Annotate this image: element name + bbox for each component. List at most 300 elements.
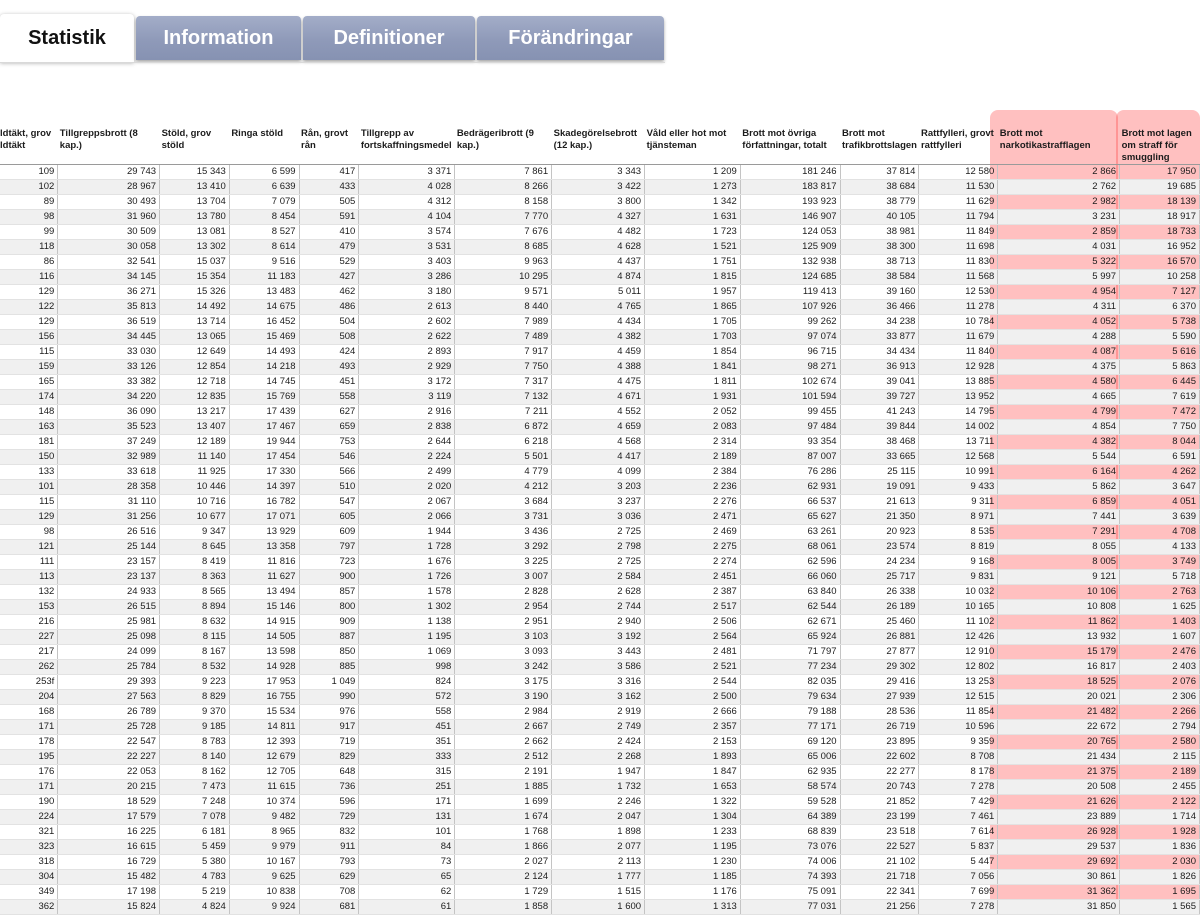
- table-cell: 4 459: [552, 345, 645, 360]
- table-cell: 6 181: [160, 825, 230, 840]
- table-cell: 2 666: [645, 705, 741, 720]
- table-cell: 41 243: [840, 405, 919, 420]
- table-cell: 131: [359, 810, 455, 825]
- table-cell: 13 711: [919, 435, 998, 450]
- table-cell: 62 935: [740, 765, 840, 780]
- table-cell: 30 509: [58, 225, 160, 240]
- table-cell: 3 422: [552, 180, 645, 195]
- table-cell: 2 859: [998, 225, 1120, 240]
- table-cell: 29 743: [58, 165, 160, 180]
- column-header: Brott mot trafikbrottslagen: [840, 125, 919, 165]
- table-cell: 99 455: [740, 405, 840, 420]
- table-cell: 18 139: [1120, 195, 1200, 210]
- table-cell: 7 056: [919, 870, 998, 885]
- table-cell: 3 436: [455, 525, 552, 540]
- table-cell: 2 481: [645, 645, 741, 660]
- table-cell: 37 249: [58, 435, 160, 450]
- table-cell: 33 030: [58, 345, 160, 360]
- table-cell: 25 115: [840, 465, 919, 480]
- table-cell: 493: [299, 360, 359, 375]
- table-cell: 1 304: [645, 810, 741, 825]
- table-cell: 7 317: [455, 375, 552, 390]
- table-cell: 14 493: [229, 345, 299, 360]
- table-cell: 29 692: [998, 855, 1120, 870]
- table-cell: 29 537: [998, 840, 1120, 855]
- table-cell: 2 564: [645, 630, 741, 645]
- table-cell: 462: [299, 285, 359, 300]
- table-cell: 11 627: [229, 570, 299, 585]
- table-cell: 148: [0, 405, 58, 420]
- table-row: [0, 255, 1200, 270]
- table-row: [0, 450, 1200, 465]
- table-cell: 572: [359, 690, 455, 705]
- table-cell: 3 286: [359, 270, 455, 285]
- table-cell: 10 677: [160, 510, 230, 525]
- table-cell: 10 446: [160, 480, 230, 495]
- table-cell: 1 777: [552, 870, 645, 885]
- table-cell: 1 865: [645, 300, 741, 315]
- table-cell: 410: [299, 225, 359, 240]
- tab-bar: [0, 14, 1200, 62]
- table-cell: 304: [0, 870, 58, 885]
- table-cell: 1 273: [645, 180, 741, 195]
- table-cell: 21 102: [840, 855, 919, 870]
- table-cell: 1 302: [359, 600, 455, 615]
- table-cell: 558: [359, 705, 455, 720]
- table-cell: 12 649: [160, 345, 230, 360]
- table-cell: 14 811: [229, 720, 299, 735]
- column-header: Ringa stöld: [229, 125, 299, 165]
- table-cell: 165: [0, 375, 58, 390]
- table-cell: 25 981: [58, 615, 160, 630]
- table-cell: 18 529: [58, 795, 160, 810]
- table-cell: 9 359: [919, 735, 998, 750]
- table-cell: 1 565: [1120, 900, 1200, 915]
- table-cell: 4 262: [1120, 465, 1200, 480]
- table-cell: 900: [299, 570, 359, 585]
- table-cell: 4 799: [998, 405, 1120, 420]
- table-cell: 193 923: [740, 195, 840, 210]
- table-cell: 648: [299, 765, 359, 780]
- column-header: Brott mot övriga författningar, totalt: [740, 125, 840, 165]
- table-cell: 5 501: [455, 450, 552, 465]
- table-cell: 26 719: [840, 720, 919, 735]
- table-cell: 2 512: [455, 750, 552, 765]
- table-cell: 28 536: [840, 705, 919, 720]
- table-cell: 77 234: [740, 660, 840, 675]
- table-cell: 8 140: [160, 750, 230, 765]
- table-cell: 2 424: [552, 735, 645, 750]
- table-cell: 96 715: [740, 345, 840, 360]
- table-row: [0, 465, 1200, 480]
- table-row: [0, 480, 1200, 495]
- table-cell: 66 060: [740, 570, 840, 585]
- table-cell: 181 246: [740, 165, 840, 180]
- table-cell: 195: [0, 750, 58, 765]
- table-cell: 124 053: [740, 225, 840, 240]
- table-cell: 505: [299, 195, 359, 210]
- table-cell: 5 738: [1120, 315, 1200, 330]
- table-cell: 2 384: [645, 465, 741, 480]
- table-cell: 857: [299, 585, 359, 600]
- table-cell: 1 866: [455, 840, 552, 855]
- column-header: Stöld, grov stöld: [160, 125, 230, 165]
- table-cell: 8 819: [919, 540, 998, 555]
- table-cell: 5 718: [1120, 570, 1200, 585]
- table-cell: 753: [299, 435, 359, 450]
- table-cell: 2 067: [359, 495, 455, 510]
- table-cell: 30 493: [58, 195, 160, 210]
- table-cell: 12 718: [160, 375, 230, 390]
- table-cell: 15 326: [160, 285, 230, 300]
- table-cell: 26 338: [840, 585, 919, 600]
- table-cell: 13 081: [160, 225, 230, 240]
- statistics-table: [0, 125, 1200, 915]
- table-cell: 71 797: [740, 645, 840, 660]
- table-cell: 9 311: [919, 495, 998, 510]
- header-row: [0, 125, 1200, 165]
- table-cell: 22 277: [840, 765, 919, 780]
- table-cell: 19 685: [1120, 180, 1200, 195]
- table-cell: 22 547: [58, 735, 160, 750]
- table-cell: 566: [299, 465, 359, 480]
- table-cell: 2 622: [359, 330, 455, 345]
- table-row: [0, 195, 1200, 210]
- table-cell: 39 844: [840, 420, 919, 435]
- table-cell: 451: [299, 375, 359, 390]
- table-cell: 3 007: [455, 570, 552, 585]
- table-cell: 31 362: [998, 885, 1120, 900]
- table-cell: 13 704: [160, 195, 230, 210]
- table-cell: 6 164: [998, 465, 1120, 480]
- table-cell: 2 268: [552, 750, 645, 765]
- table-cell: 3 371: [359, 165, 455, 180]
- table-cell: 3 800: [552, 195, 645, 210]
- tab-statistik[interactable]: [0, 14, 134, 62]
- table-cell: 23 518: [840, 825, 919, 840]
- table-cell: 1 815: [645, 270, 741, 285]
- table-cell: 11 183: [229, 270, 299, 285]
- table-cell: 15 146: [229, 600, 299, 615]
- table-cell: 2 357: [645, 720, 741, 735]
- table-cell: 61: [359, 900, 455, 915]
- table-cell: 99 262: [740, 315, 840, 330]
- table-cell: 62 544: [740, 600, 840, 615]
- tab-definitioner[interactable]: [303, 16, 475, 60]
- table-cell: 159: [0, 360, 58, 375]
- table-cell: 2 951: [455, 615, 552, 630]
- table-cell: 323: [0, 840, 58, 855]
- table-cell: 362: [0, 900, 58, 915]
- table-cell: 15 534: [229, 705, 299, 720]
- table-cell: 7 211: [455, 405, 552, 420]
- table-row: [0, 510, 1200, 525]
- table-cell: 2 077: [552, 840, 645, 855]
- table-cell: 8 440: [455, 300, 552, 315]
- table-cell: 97 484: [740, 420, 840, 435]
- table-cell: 12 854: [160, 360, 230, 375]
- table-cell: 2 929: [359, 360, 455, 375]
- tab-bar-divider: [0, 62, 665, 63]
- table-cell: 16 570: [1120, 255, 1200, 270]
- table-row: [0, 855, 1200, 870]
- table-cell: 87 007: [740, 450, 840, 465]
- table-cell: 2 122: [1120, 795, 1200, 810]
- table-cell: 115: [0, 345, 58, 360]
- table-cell: 3 162: [552, 690, 645, 705]
- table-cell: 66 537: [740, 495, 840, 510]
- table-cell: 417: [299, 165, 359, 180]
- table-cell: 22 053: [58, 765, 160, 780]
- table-cell: 39 160: [840, 285, 919, 300]
- table-row: [0, 735, 1200, 750]
- table-cell: 16 729: [58, 855, 160, 870]
- table-row: [0, 300, 1200, 315]
- table-cell: 1 898: [552, 825, 645, 840]
- table-cell: 7 132: [455, 390, 552, 405]
- table-cell: 2 153: [645, 735, 741, 750]
- table-cell: 1 699: [455, 795, 552, 810]
- table-cell: 25 717: [840, 570, 919, 585]
- table-cell: 13 494: [229, 585, 299, 600]
- table-cell: 2 919: [552, 705, 645, 720]
- table-cell: 2 083: [645, 420, 741, 435]
- table-cell: 27 877: [840, 645, 919, 660]
- table-cell: 909: [299, 615, 359, 630]
- table-cell: 21 375: [998, 765, 1120, 780]
- table-cell: 13 929: [229, 525, 299, 540]
- table-cell: 13 885: [919, 375, 998, 390]
- table-row: [0, 225, 1200, 240]
- table-cell: 1 578: [359, 585, 455, 600]
- table-cell: 63 840: [740, 585, 840, 600]
- table-cell: 16 615: [58, 840, 160, 855]
- table-row: [0, 720, 1200, 735]
- table-cell: 1 069: [359, 645, 455, 660]
- table-cell: 7 750: [1120, 420, 1200, 435]
- table-cell: 1 726: [359, 570, 455, 585]
- table-cell: 253f: [0, 675, 58, 690]
- table-row: [0, 600, 1200, 615]
- table-cell: 4 375: [998, 360, 1120, 375]
- table-cell: 10 991: [919, 465, 998, 480]
- table-cell: 7 917: [455, 345, 552, 360]
- table-cell: 7 750: [455, 360, 552, 375]
- table-row: [0, 525, 1200, 540]
- tab-label: Definitioner: [333, 26, 445, 49]
- table-cell: 2 725: [552, 525, 645, 540]
- table-cell: 13 407: [160, 420, 230, 435]
- table-cell: 14 505: [229, 630, 299, 645]
- table-cell: 8 565: [160, 585, 230, 600]
- table-cell: 829: [299, 750, 359, 765]
- table-cell: 2 893: [359, 345, 455, 360]
- table-cell: 321: [0, 825, 58, 840]
- table-cell: 2 020: [359, 480, 455, 495]
- table-cell: 15 354: [160, 270, 230, 285]
- table-cell: 2 189: [645, 450, 741, 465]
- column-header: Tillgreppsbrott (8 kap.): [58, 125, 160, 165]
- table-cell: 29 302: [840, 660, 919, 675]
- table-cell: 26 515: [58, 600, 160, 615]
- table-body: [0, 165, 1200, 915]
- table-cell: 13 065: [160, 330, 230, 345]
- table-cell: 5 380: [160, 855, 230, 870]
- table-cell: 2 644: [359, 435, 455, 450]
- table-cell: 11 629: [919, 195, 998, 210]
- table-cell: 11 794: [919, 210, 998, 225]
- table-cell: 129: [0, 285, 58, 300]
- table-cell: 101: [359, 825, 455, 840]
- table-row: [0, 795, 1200, 810]
- table-cell: 121: [0, 540, 58, 555]
- table-row: [0, 705, 1200, 720]
- table-cell: 25 098: [58, 630, 160, 645]
- table-cell: 20 923: [840, 525, 919, 540]
- table-cell: 204: [0, 690, 58, 705]
- table-cell: 349: [0, 885, 58, 900]
- table-cell: 1 653: [645, 780, 741, 795]
- table-cell: 13 253: [919, 675, 998, 690]
- table-cell: 22 672: [998, 720, 1120, 735]
- table-cell: 153: [0, 600, 58, 615]
- table-cell: 2 387: [645, 585, 741, 600]
- table-cell: 11 862: [998, 615, 1120, 630]
- table-cell: 1 751: [645, 255, 741, 270]
- table-cell: 7 078: [160, 810, 230, 825]
- table-cell: 74 006: [740, 855, 840, 870]
- table-cell: 486: [299, 300, 359, 315]
- table-cell: 38 300: [840, 240, 919, 255]
- table-cell: 111: [0, 555, 58, 570]
- table-row: [0, 750, 1200, 765]
- table-cell: 33 126: [58, 360, 160, 375]
- table-cell: 4 087: [998, 345, 1120, 360]
- table-cell: 605: [299, 510, 359, 525]
- table-cell: 26 516: [58, 525, 160, 540]
- table-cell: 2 506: [645, 615, 741, 630]
- table-cell: 5 862: [998, 480, 1120, 495]
- table-row: [0, 630, 1200, 645]
- table-cell: 107 926: [740, 300, 840, 315]
- table-cell: 23 199: [840, 810, 919, 825]
- table-cell: 21 482: [998, 705, 1120, 720]
- table-cell: 7 461: [919, 810, 998, 825]
- table-cell: 11 102: [919, 615, 998, 630]
- table-cell: 3 093: [455, 645, 552, 660]
- table-cell: 11 849: [919, 225, 998, 240]
- table-cell: 2 940: [552, 615, 645, 630]
- table-cell: 124 685: [740, 270, 840, 285]
- table-row: [0, 825, 1200, 840]
- table-cell: 10 032: [919, 585, 998, 600]
- table-cell: 12 928: [919, 360, 998, 375]
- table-cell: 2 455: [1120, 780, 1200, 795]
- table-cell: 64 389: [740, 810, 840, 825]
- table-cell: 11 278: [919, 300, 998, 315]
- table-cell: 3 531: [359, 240, 455, 255]
- table-cell: 129: [0, 510, 58, 525]
- table-cell: 16 755: [229, 690, 299, 705]
- table-cell: 2 662: [455, 735, 552, 750]
- table-cell: 3 647: [1120, 480, 1200, 495]
- table-cell: 26 881: [840, 630, 919, 645]
- table-cell: 9 963: [455, 255, 552, 270]
- table-cell: 15 037: [160, 255, 230, 270]
- table-cell: 77 171: [740, 720, 840, 735]
- table-cell: 4 659: [552, 420, 645, 435]
- table-cell: 5 011: [552, 285, 645, 300]
- table-cell: 8 708: [919, 750, 998, 765]
- table-cell: 68 839: [740, 825, 840, 840]
- table-cell: 13 410: [160, 180, 230, 195]
- table-cell: 3 443: [552, 645, 645, 660]
- table-cell: 9 223: [160, 675, 230, 690]
- table-cell: 20 508: [998, 780, 1120, 795]
- table-row: [0, 555, 1200, 570]
- table-cell: 1 185: [645, 870, 741, 885]
- table-cell: 28 358: [58, 480, 160, 495]
- table-cell: 79 634: [740, 690, 840, 705]
- table-cell: 1 230: [645, 855, 741, 870]
- table-cell: 34 238: [840, 315, 919, 330]
- table-cell: 2 314: [645, 435, 741, 450]
- table-cell: 911: [299, 840, 359, 855]
- table-cell: 98: [0, 210, 58, 225]
- table-cell: 8 532: [160, 660, 230, 675]
- table-cell: 3 242: [455, 660, 552, 675]
- table-cell: 1 209: [645, 165, 741, 180]
- table-cell: 609: [299, 525, 359, 540]
- table-cell: 168: [0, 705, 58, 720]
- table-cell: 1 723: [645, 225, 741, 240]
- table-cell: 33 665: [840, 450, 919, 465]
- table-cell: 31 960: [58, 210, 160, 225]
- table-cell: 351: [359, 735, 455, 750]
- table-cell: 917: [299, 720, 359, 735]
- table-cell: 6 591: [1120, 450, 1200, 465]
- table-cell: 1 847: [645, 765, 741, 780]
- table-cell: 2 602: [359, 315, 455, 330]
- tab-forandringar[interactable]: [477, 16, 664, 60]
- table-cell: 12 910: [919, 645, 998, 660]
- table-cell: 7 248: [160, 795, 230, 810]
- table-cell: 178: [0, 735, 58, 750]
- table-cell: 4 288: [998, 330, 1120, 345]
- table-cell: 4 874: [552, 270, 645, 285]
- table-cell: 146 907: [740, 210, 840, 225]
- table-cell: 2 306: [1120, 690, 1200, 705]
- table-cell: 2 076: [1120, 675, 1200, 690]
- table-cell: 1 521: [645, 240, 741, 255]
- table-cell: 8 055: [998, 540, 1120, 555]
- table-cell: 7 278: [919, 780, 998, 795]
- table-cell: 156: [0, 330, 58, 345]
- tab-information[interactable]: [136, 16, 301, 60]
- table-cell: 26 789: [58, 705, 160, 720]
- table-cell: 3 316: [552, 675, 645, 690]
- table-row: [0, 645, 1200, 660]
- table-cell: 17 198: [58, 885, 160, 900]
- table-cell: 25 784: [58, 660, 160, 675]
- table-cell: 33 382: [58, 375, 160, 390]
- table-row: [0, 420, 1200, 435]
- table-cell: 4 779: [455, 465, 552, 480]
- table-cell: 4 388: [552, 360, 645, 375]
- table-cell: 36 466: [840, 300, 919, 315]
- table-cell: 1 195: [359, 630, 455, 645]
- table-row: [0, 210, 1200, 225]
